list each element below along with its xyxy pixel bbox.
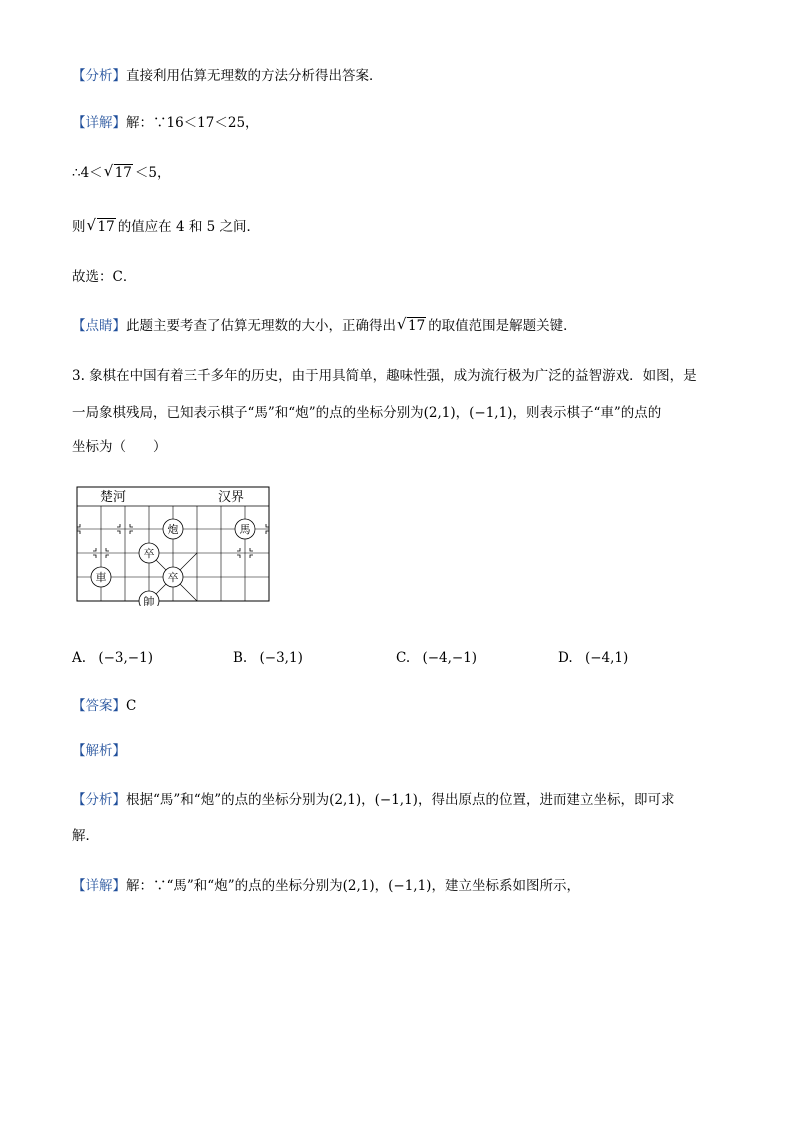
question-text-3: 坐标为（ ） [72, 439, 167, 455]
chess-board-figure [76, 486, 272, 606]
coord-horse: (2,1) [342, 878, 375, 894]
explanation-detail-line [72, 876, 580, 896]
conclusion-pre: 则 [72, 219, 86, 235]
sqrt-17 [105, 163, 133, 183]
piece-chariot [91, 567, 111, 587]
piece-cannon [163, 519, 183, 539]
svg-text:炮: 炮 [167, 523, 179, 536]
sqrt-17 [88, 217, 116, 237]
explanation-analysis-text-2: 解． [72, 828, 99, 844]
analysis-line [72, 66, 383, 86]
option-d-value: (−4,1) [584, 650, 629, 666]
coord-horse: (2,1) [329, 792, 362, 808]
inequality-post: ＜5， [134, 165, 171, 181]
radicand: 17 [114, 165, 132, 181]
radicand: 17 [408, 318, 426, 334]
option-c[interactable] [396, 648, 477, 668]
explanation-heading [72, 741, 126, 761]
explanation-analysis-pre: 根据“馬”和“炮”的点的坐标分别为 [126, 792, 330, 808]
svg-text:卒: 卒 [143, 547, 155, 560]
piece-general [139, 591, 159, 606]
separator: ， [361, 792, 375, 808]
separator: ， [374, 878, 389, 894]
detail-tag: 【详解】 [72, 115, 126, 131]
option-a-label: A. [72, 650, 87, 666]
explanation-tag: 【解析】 [72, 743, 126, 759]
question-line-2 [72, 403, 661, 423]
piece-soldier-1 [139, 543, 159, 563]
conclusion-line [72, 217, 260, 237]
conclusion-post: 的值应在 4 和 5 之间． [117, 219, 261, 235]
svg-text:馬: 馬 [239, 523, 251, 536]
comment-tag: 【点睛】 [72, 318, 126, 334]
option-d-label: D. [558, 650, 573, 666]
sqrt-17 [398, 316, 426, 336]
analysis-tag: 【分析】 [72, 68, 126, 84]
answer-tag: 【答案】 [72, 698, 126, 714]
choice-line [72, 267, 136, 287]
explanation-analysis-line-1 [72, 790, 674, 810]
option-b-label: B. [233, 650, 248, 666]
option-c-value: (−4,−1) [422, 650, 478, 666]
coord-horse: (2,1) [423, 405, 456, 421]
option-d[interactable] [558, 648, 628, 668]
svg-text:車: 車 [95, 571, 107, 584]
svg-text:卒: 卒 [167, 571, 179, 584]
comment-pre: 此题主要考查了估算无理数的大小，正确得出 [126, 318, 396, 334]
coord-cannon: (−1,1) [374, 792, 418, 808]
option-b-value: (−3,1) [259, 650, 303, 666]
question-line-3 [72, 437, 167, 457]
question-line-1 [72, 366, 697, 386]
coord-cannon: (−1,1) [388, 878, 432, 894]
inequality-line [72, 163, 170, 183]
explanation-detail-post: ，建立坐标系如图所示， [431, 878, 580, 894]
detail-text: 解：∵16＜17＜25， [126, 115, 259, 131]
river-label-right: 汉界 [218, 490, 245, 505]
question-text-1: 3. 象棋在中国有着三千多年的历史，由于用具简单，趣味性强，成为流行极为广泛的益智游戏．如图，是 [72, 368, 697, 384]
comment-post: 的取值范围是解题关键． [428, 318, 577, 334]
coord-cannon: (−1,1) [469, 405, 513, 421]
comment-line [72, 316, 577, 336]
explanation-detail-pre: 解：∵“馬”和“炮”的点的坐标分别为 [126, 878, 343, 894]
option-c-label: C. [396, 650, 411, 666]
answer-line [72, 696, 136, 716]
question-text-2-pre: 一局象棋残局，已知表示棋子“馬”和“炮”的点的坐标分别为 [72, 405, 424, 421]
radicand: 17 [97, 219, 115, 235]
answer-value: C [126, 698, 137, 714]
explanation-analysis-post: ，得出原点的位置，进而建立坐标，即可求 [417, 792, 675, 808]
piece-horse [235, 519, 255, 539]
piece-soldier-2 [163, 567, 183, 587]
option-a-value: (−3,−1) [98, 650, 153, 666]
detail-line [72, 113, 259, 133]
option-b[interactable] [233, 648, 303, 668]
option-a[interactable] [72, 648, 153, 668]
explanation-analysis-line-2 [72, 826, 99, 846]
svg-text:帥: 帥 [143, 595, 155, 606]
separator: ， [455, 405, 470, 421]
inequality-pre: ∴4＜ [72, 165, 103, 181]
choice-text: 故选：C． [72, 269, 137, 285]
explanation-detail-tag: 【详解】 [72, 878, 126, 894]
explanation-analysis-tag: 【分析】 [72, 792, 126, 808]
question-text-2-post: ，则表示棋子“車”的点的 [512, 405, 662, 421]
analysis-text: 直接利用估算无理数的方法分析得出答案． [126, 68, 383, 84]
river-label-left: 楚河 [100, 490, 127, 505]
